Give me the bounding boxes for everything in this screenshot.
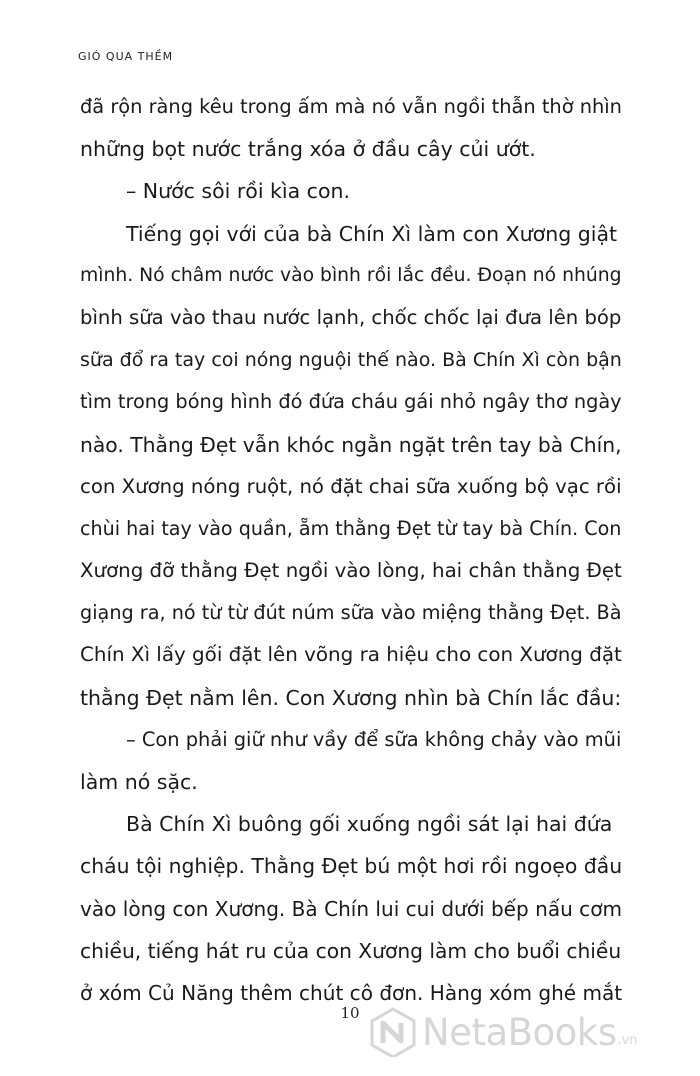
netabooks-watermark [368, 1004, 698, 1060]
netabooks-logo-icon [368, 1007, 418, 1057]
text-line: Bà Chín Xì buông gối xuống ngồi sát lại hai đứa [126, 812, 613, 837]
text-line: – Nước sôi rồi kìa con. [126, 179, 351, 204]
text-line: cháu tội nghiệp. Thằng Đẹt bú một hơi rồi ngoẹo đầu [80, 854, 623, 879]
text-line: tìm trong bóng hình đó đứa cháu gái nhỏ ngây thơ ngày [80, 390, 622, 414]
body-text [80, 86, 622, 1014]
text-line: – Con phải giữ như vầy để sữa không chảy vào mũi [126, 727, 622, 751]
text-line: đã rộn ràng kêu trong ấm mà nó vẫn ngồi thẫn thờ nhìn [80, 95, 622, 118]
text-line: chùi hai tay vào quần, ẵm thằng Đẹt từ tay bà Chín. Con [80, 516, 622, 540]
watermark-suffix: .vn [617, 1032, 638, 1048]
text-line: ở xóm Củ Năng thêm chút cô đơn. Hàng xóm ghé mắt [80, 980, 623, 1005]
text-line: chiều, tiếng hát ru của con Xương làm cho buổi chiều [80, 938, 622, 963]
running-header: GIÓ QUA THỀM [78, 50, 174, 63]
text-line: vào lòng con Xương. Bà Chín lui cui dưới bếp nấu cơm [80, 896, 622, 921]
text-line: giạng ra, nó từ từ đút núm sữa vào miệng thằng Đẹt. Bà [80, 601, 622, 625]
text-line: mình. Nó châm nước vào bình rồi lắc đều. Đoạn nó nhúng [80, 264, 622, 286]
page-number: 10 [340, 1004, 360, 1022]
text-line: Chín Xì lấy gối đặt lên võng ra hiệu cho con Xương đặt [80, 643, 622, 667]
text-line: làm nó sặc. [80, 770, 198, 794]
text-line: nào. Thằng Đẹt vẫn khóc ngằn ngặt trên tay bà Chín, [80, 432, 622, 457]
text-line: Tiếng gọi với của bà Chín Xì làm con Xương giật [126, 221, 618, 246]
text-line: con Xương nóng ruột, nó đặt chai sữa xuống bộ vạc rồi [80, 474, 622, 498]
text-line: Xương đỡ thằng Đẹt ngồi vào lòng, hai chân thằng Đẹt [80, 559, 622, 583]
text-line: thằng Đẹt nằm lên. Con Xương nhìn bà Chín lắc đầu: [80, 685, 622, 710]
text-line: sữa đổ ra tay coi nóng nguội thế nào. Bà Chín Xì còn bận [80, 349, 622, 372]
watermark-brand: NetaBooks [422, 1010, 617, 1054]
text-line: bình sữa vào thau nước lạnh, chốc chốc lại đưa lên bóp [80, 305, 622, 329]
text-line: những bọt nước trắng xóa ở đầu cây củi ướt. [80, 137, 536, 162]
